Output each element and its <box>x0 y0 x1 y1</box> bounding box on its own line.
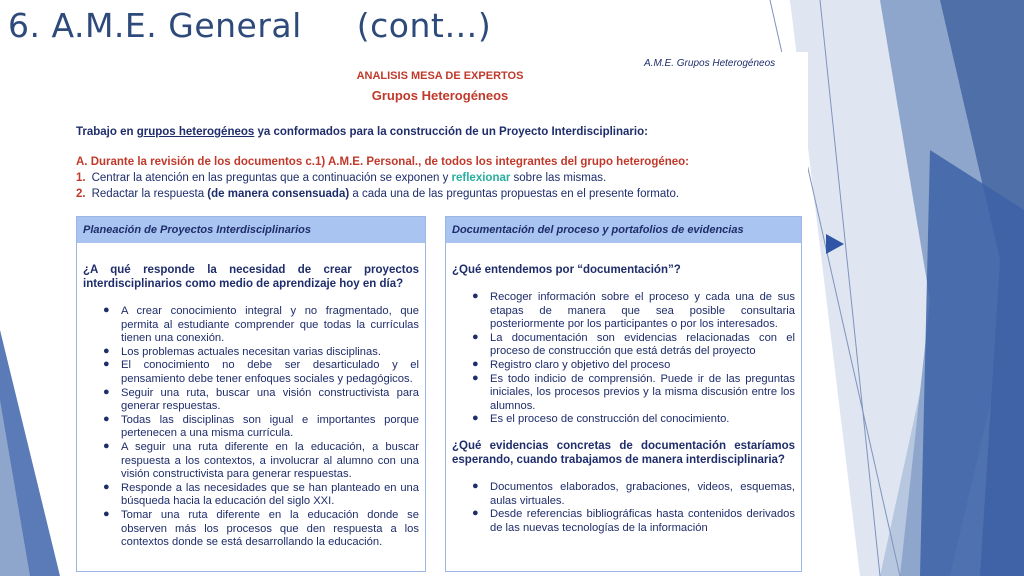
left-box-question: ¿A qué responde la necesidad de crear proyectos interdisciplinarios como medio de aprendizaje hoy en día? <box>83 264 419 290</box>
section-a-line <box>76 156 689 168</box>
list-item <box>83 346 419 360</box>
bullet-icon: ● <box>472 330 479 343</box>
intro-underlined: grupos heterogéneos <box>136 126 255 138</box>
step-2-bold: (de manera consensuada) <box>207 188 350 200</box>
step-2-post: a cada una de las preguntas propuestas en el presente formato. <box>349 188 680 200</box>
list-item-text: Los problemas actuales necesitan varias disciplinas. <box>121 345 381 358</box>
bullet-icon: ● <box>103 304 110 316</box>
bullet-icon: ● <box>103 439 110 452</box>
step-1-pre: Centrar la atención en las preguntas que a continuación se exponen y <box>91 172 452 184</box>
bullet-icon: ● <box>103 358 110 371</box>
list-item <box>83 482 419 509</box>
section-a-label: A. <box>76 156 88 168</box>
list-item-text: A crear conocimiento integral y no fragmentado, que permita al estudiante comprender que todas la currículas tienen una conexión. <box>121 305 419 345</box>
section-a-text: Durante la revisión de los documentos c.1) A.M.E. Personal., de todos los integrantes del grupo heterogéneo: <box>87 156 690 168</box>
right-box-list-2 <box>452 481 795 535</box>
right-box-list-1 <box>452 291 795 427</box>
bullet-icon: ● <box>103 385 110 398</box>
list-item-text: Registro claro y objetivo del proceso <box>490 358 671 371</box>
bullet-icon: ● <box>472 507 479 520</box>
list-item-text: Tomar una ruta diferente en la educación donde se observen más los procesos que den respuesta a los contextos donde se está desarrollando la educación. <box>121 508 419 549</box>
intro-post: ya conformados para la construcción de un Proyecto Interdisciplinario: <box>254 126 648 138</box>
step-1 <box>76 172 606 184</box>
bullet-icon: ● <box>103 412 110 425</box>
step-1-post: sobre las mismas. <box>510 172 607 184</box>
step-1-number: 1. <box>76 172 86 184</box>
step-1-highlight: reflexionar <box>451 172 511 184</box>
bullet-icon: ● <box>472 371 479 384</box>
list-item <box>83 441 419 482</box>
bullet-icon: ● <box>472 479 479 492</box>
list-item-text: Responde a las necesidades que se han planteado en una búsqueda hacia la educación del siglo XXI. <box>121 481 419 508</box>
list-item <box>452 508 795 535</box>
step-2-number: 2. <box>76 188 86 200</box>
list-item-text: Es todo indicio de comprensión. Puede ir de las preguntas iniciales, los procesos previos y la misma discusión entre los alumnos. <box>490 372 795 412</box>
left-box <box>76 216 426 572</box>
list-item <box>83 359 419 386</box>
left-box-list <box>83 305 419 550</box>
left-box-content <box>77 243 425 550</box>
list-item-text: Desde referencias bibliográficas hasta contenidos derivados de las nuevas tecnologías de la información <box>490 508 795 534</box>
list-item-text: Todas las disciplinas son igual e importantes porque pertenecen a una misma currícula. <box>121 413 419 440</box>
list-item <box>83 414 419 441</box>
list-item-text: Es el proceso de construcción del conocimiento. <box>490 413 730 426</box>
list-item <box>452 413 795 427</box>
doc-heading: ANALISIS MESA DE EXPERTOS <box>356 70 524 82</box>
step-2-pre: Redactar la respuesta <box>91 188 208 200</box>
slide-title: 6. A.M.E. General (cont…) <box>8 6 492 45</box>
document-tag: A.M.E. Grupos Heterogéneos <box>644 58 776 69</box>
intro-text <box>76 126 648 138</box>
list-item <box>83 509 419 550</box>
right-box <box>445 216 802 572</box>
right-box-header: Documentación del proceso y portafolios de evidencias <box>446 217 801 243</box>
list-item-text: La documentación son evidencias relacionadas con el proceso de construcción que está detrás del proyecto <box>490 331 795 358</box>
right-box-content <box>446 243 801 535</box>
bullet-icon: ● <box>472 357 479 370</box>
list-item-text: El conocimiento no debe ser desarticulado y el pensamiento debe tener enfoques sociales y pedagógicos. <box>121 359 419 385</box>
right-box-question-2: ¿Qué evidencias concretas de documentación estaríamos esperando, cuando trabajamos de manera interdisciplinaria? <box>452 439 795 466</box>
list-item <box>452 359 795 373</box>
right-box-question-1: ¿Qué entendemos por “documentación”? <box>452 264 681 276</box>
list-item <box>83 387 419 414</box>
list-item <box>452 373 795 414</box>
bullet-icon: ● <box>103 344 110 357</box>
list-item <box>452 481 795 508</box>
list-item-text: Recoger información sobre el proceso y cada una de sus etapas de manera que sea posible consultaria posteriormente por los participantes o por los interesados. <box>490 291 795 331</box>
list-item-text: Documentos elaborados, grabaciones, videos, esquemas, aulas virtuales. <box>490 480 795 507</box>
list-item <box>452 332 795 359</box>
bullet-icon: ● <box>103 507 110 520</box>
right-deco-blue <box>920 150 1024 576</box>
list-item <box>83 305 419 346</box>
step-2 <box>76 188 679 200</box>
doc-subheading: Grupos Heterogéneos <box>371 88 509 103</box>
left-box-header: Planeación de Proyectos Interdisciplinarios <box>77 217 425 243</box>
bullet-icon: ● <box>103 480 110 493</box>
list-item-text: Seguir una ruta, buscar una visión constructivista para generar respuestas. <box>121 386 419 413</box>
list-item <box>452 291 795 332</box>
intro-pre: Trabajo en <box>76 126 137 138</box>
list-item-text: A seguir una ruta diferente en la educación, a buscar respuesta a los contextos, a involucrar al alumno con una visión constructivista para generar respuestas. <box>121 440 419 481</box>
bullet-icon: ● <box>472 412 479 425</box>
bullet-icon: ● <box>472 290 479 302</box>
